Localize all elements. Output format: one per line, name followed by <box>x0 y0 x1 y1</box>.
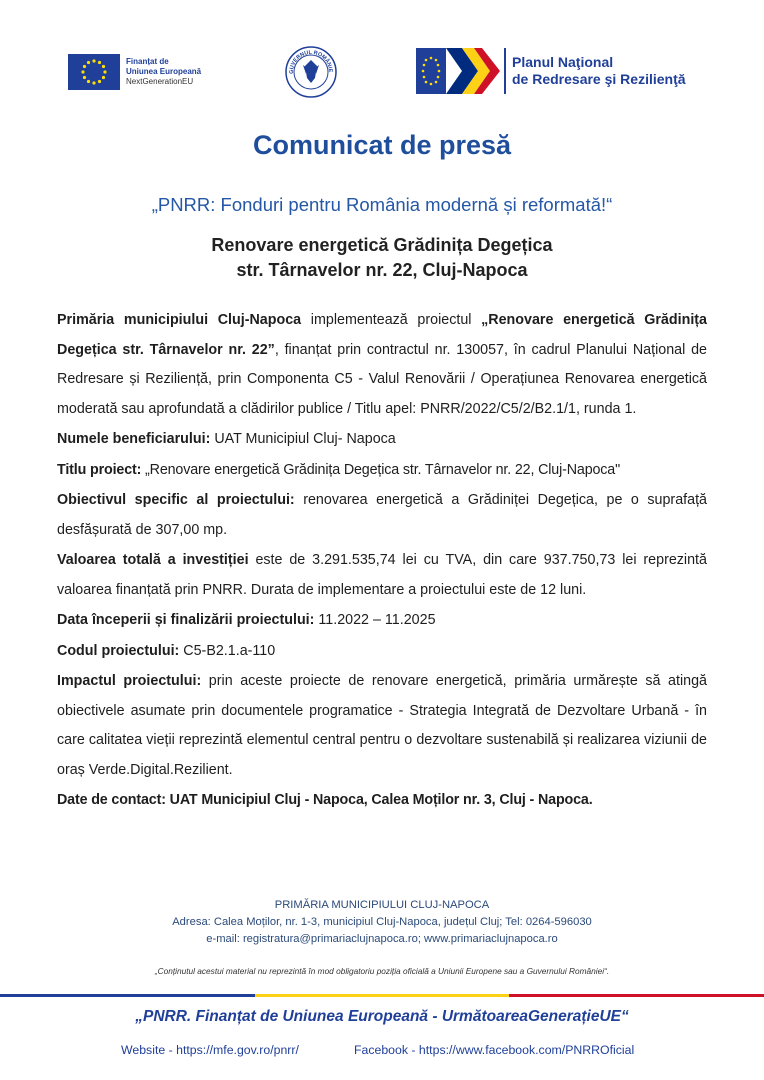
pnrr-slogan: „PNRR. Finanțat de Uniunea Europeană - UrmătoareaGenerațieUE“ <box>135 1008 629 1025</box>
romanian-government-seal-icon <box>285 46 337 98</box>
website-link[interactable]: Website - https://mfe.gov.ro/pnrr/ <box>121 1043 299 1057</box>
eu-logo-line3: NextGenerationEU <box>126 77 194 86</box>
beneficiary-label: Numele beneficiarului: <box>57 431 211 447</box>
pnrr-logo-text <box>512 54 686 88</box>
beneficiary-paragraph <box>57 425 707 455</box>
dates-label: Data începerii și finalizării proiectului: <box>57 612 315 628</box>
objective-value: renovarea energetică a Grădiniței Degețica, pe o suprafață desfășurată de 307,00 mp. <box>57 492 707 538</box>
press-release-body <box>57 306 707 817</box>
pnrr-logo-divider <box>504 48 506 94</box>
intro-text-2: , finanțat prin contractul nr. 130057, în cadrul Planului Național de Redresare și Reziliență, prin Componenta C5 - Valul Renovării / Operațiunea Renovarea energetică moderată sau aprofundată a clădirilor publice / Titlu apel: PNRR/2022/C5/2/B2.1/1, runda 1. <box>57 341 707 417</box>
impact-label: Impactul proiectului: <box>57 673 202 689</box>
eu-disclaimer: „Conținutul acestui material nu reprezintă în mod obligatoriu poziția oficială a Uniunii Europene sau a Guvernului României“. <box>154 966 610 976</box>
eu-logo-line2: Uniunea Europeană <box>126 67 202 76</box>
divider-yellow <box>255 994 510 997</box>
footer-address: Adresa: Calea Moților, nr. 1-3, municipiul Cluj-Napoca, județul Cluj; Tel: 0264-596030 <box>172 916 592 928</box>
investment-value-paragraph <box>57 546 707 605</box>
footer-contact: e-mail: registratura@primariaclujnapoca.ro; www.primariaclujnapoca.ro <box>206 933 558 945</box>
investment-value-text: este de 3.291.535,74 lei cu TVA, din care 937.750,73 lei reprezintă valoarea finanțată prin PNRR. Durata de implementare a proiectului este de 12 luni. <box>57 552 707 598</box>
press-release-subtitle: „PNRR: Fonduri pentru România modernă și reformată!“ <box>151 194 613 215</box>
project-name-paragraph <box>57 456 707 486</box>
objective-paragraph <box>57 486 707 545</box>
pnrr-logo-line2: de Redresare şi Rezilienţă <box>512 71 686 87</box>
intro-text-1: implementează proiectul <box>301 312 482 328</box>
facebook-link[interactable]: Facebook - https://www.facebook.com/PNRROficial <box>354 1043 635 1057</box>
press-release-title: Comunicat de presă <box>252 130 512 160</box>
project-title-line2: str. Târnavelor nr. 22, Cluj-Napoca <box>236 260 528 280</box>
project-name-label: Titlu proiect: <box>57 461 142 478</box>
header-logos <box>0 44 764 104</box>
footer-org-name: PRIMĂRIA MUNICIPIULUI CLUJ-NAPOCA <box>274 899 490 911</box>
investment-value-label: Valoarea totală a investiției <box>57 552 249 568</box>
project-name-value: „Renovare energetică Grădinița Degețica str. Târnavelor nr. 22, Cluj-Napoca" <box>141 461 621 478</box>
pnrr-flag-arrow-icon <box>416 48 500 94</box>
footer-organization <box>0 897 764 948</box>
intro-paragraph <box>57 306 707 424</box>
code-label: Codul proiectului: <box>57 642 180 659</box>
intro-bold-project: „Renovare energetică Grădinița Degețica str. Târnavelor nr. 22” <box>57 312 708 358</box>
pnrr-logo-line1: Planul Naţional <box>512 54 614 70</box>
objective-label: Obiectivul specific al proiectului: <box>57 492 295 508</box>
gov-seal-text: GUVERNUL ROMÂNIE <box>288 49 334 74</box>
dates-value: 11.2022 – 11.2025 <box>314 612 436 628</box>
code-value: C5-B2.1.a-110 <box>179 642 276 659</box>
contact-paragraph <box>57 786 707 816</box>
eu-funding-logo <box>68 54 201 90</box>
eu-flag-icon <box>68 54 120 90</box>
eu-logo-line1: Finanțat de <box>126 57 169 66</box>
impact-paragraph <box>57 667 707 785</box>
code-paragraph <box>57 637 707 667</box>
dates-paragraph <box>57 606 707 636</box>
divider-blue <box>0 994 255 997</box>
divider-red <box>509 994 764 997</box>
contact-text: Date de contact: UAT Municipiul Cluj - Napoca, Calea Moților nr. 3, Cluj - Napoca. <box>57 792 593 808</box>
project-title <box>0 233 764 283</box>
intro-bold-authority: Primăria municipiului Cluj-Napoca <box>57 312 302 328</box>
eu-logo-text <box>126 57 201 87</box>
pnrr-logo <box>416 48 686 94</box>
beneficiary-value: UAT Municipiul Cluj- Napoca <box>210 431 396 447</box>
impact-value: prin aceste proiecte de renovare energetică, primăria urmărește să atingă obiectivele asumate prin documentele programatice - Strategia Integrată de Dezvoltare Urbană - în care calitatea vieții reprezintă elementul central pentru o dezvoltare sustenabilă și realizarea viziunii de oraș Verde.Digital.Rezilient. <box>57 673 707 778</box>
project-title-line1: Renovare energetică Grădinița Degețica <box>211 235 553 255</box>
tricolor-divider <box>0 994 764 997</box>
